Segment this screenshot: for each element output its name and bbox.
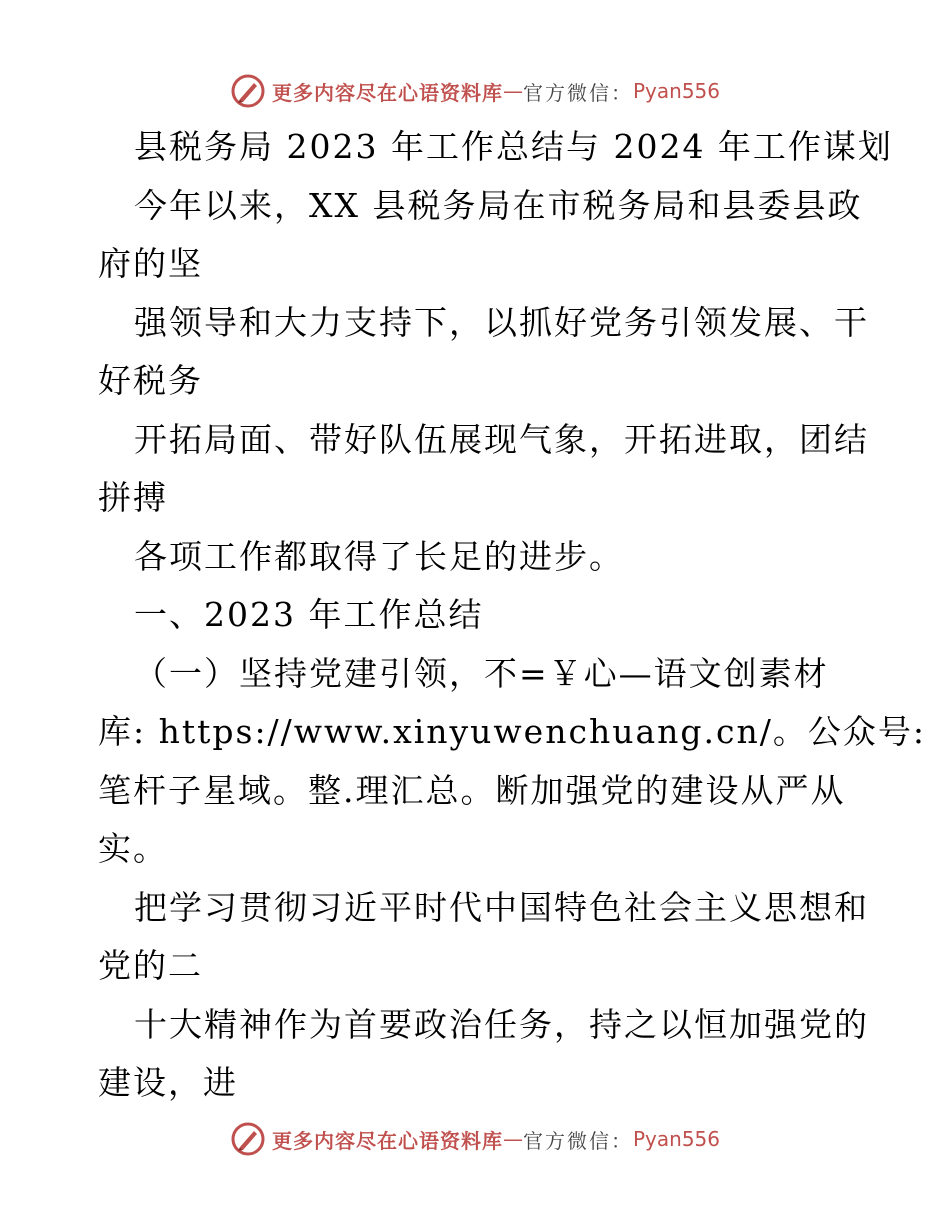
text-line: 各项工作都取得了长足的进步。 xyxy=(134,536,624,576)
banner-promo-text: 更多内容尽在心语资料库 xyxy=(271,80,503,105)
banner-wechat-id: Pyan556 xyxy=(632,79,720,103)
document-body xyxy=(98,118,926,1113)
banner-wechat-label: 官方微信： xyxy=(522,1128,633,1153)
text-line: 府的坚 xyxy=(98,244,203,283)
banner-dash: — xyxy=(502,1127,523,1151)
document-title: 县税务局 2023 年工作总结与 2024 年工作谋划 xyxy=(134,127,893,166)
banner-wechat-label: 官方微信： xyxy=(522,80,633,105)
pen-logo-icon xyxy=(230,73,266,109)
text-line: 党的二 xyxy=(98,946,203,985)
text-line: 好税务 xyxy=(98,361,203,400)
text-line: 十大精神作为首要政治任务，持之以恒加强党的 xyxy=(134,1004,869,1044)
banner-promo-text: 更多内容尽在心语资料库 xyxy=(271,1128,503,1153)
text-line: 实。 xyxy=(98,829,168,868)
text-line: 拼搏 xyxy=(98,478,168,517)
banner-wechat-id: Pyan556 xyxy=(632,1127,720,1151)
subsection-heading: （一）坚持党建引领，不=￥心—语文创素材 xyxy=(134,653,829,693)
text-line: 把学习贯彻习近平时代中国特色社会主义思想和 xyxy=(134,887,869,927)
text-line: 开拓局面、带好队伍展现气象，开拓进取，团结 xyxy=(134,419,869,459)
text-line: 笔杆子星域。整.理汇总。断加强党的建设从严从 xyxy=(98,770,846,810)
footer-banner xyxy=(0,1119,950,1159)
text-line: 库: https://www.xinyuwenchuang.cn/。公众号: xyxy=(98,712,926,751)
text-line: 建设，进 xyxy=(98,1063,238,1102)
pen-logo-icon xyxy=(230,1121,266,1157)
header-banner xyxy=(0,71,950,111)
section-heading: 一、2023 年工作总结 xyxy=(134,595,484,634)
banner-dash: — xyxy=(502,79,523,103)
text-line: 今年以来，XX 县税务局在市税务局和县委县政 xyxy=(134,185,863,225)
text-line: 强领导和大力支持下，以抓好党务引领发展、干 xyxy=(134,302,869,342)
